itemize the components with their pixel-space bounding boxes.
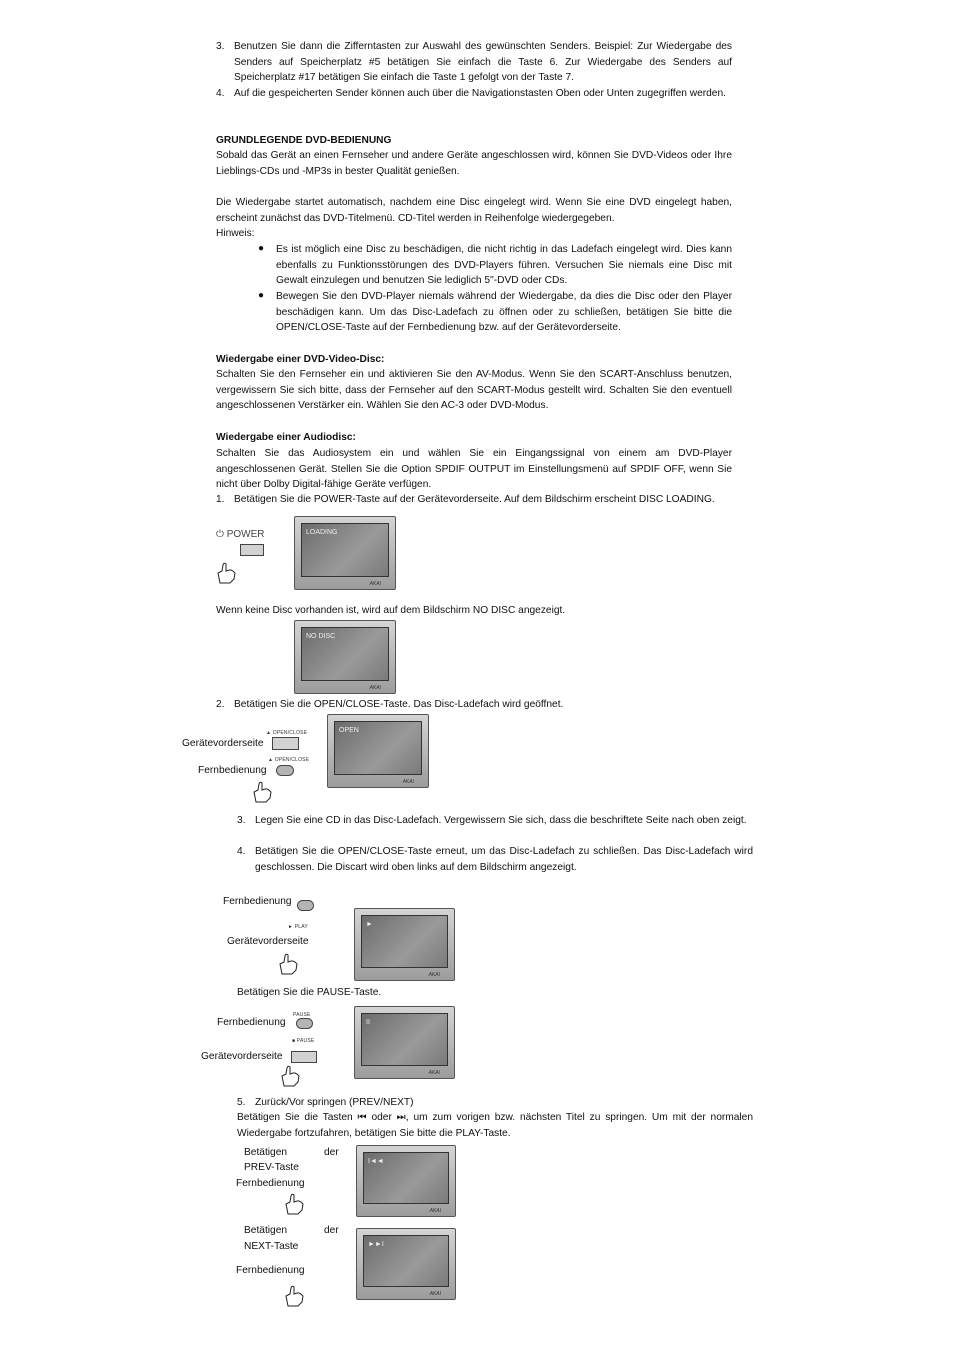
item-4 bbox=[216, 86, 732, 102]
prev-label-line3: Fernbedienung bbox=[236, 1178, 305, 1189]
bullet-icon: ● bbox=[258, 243, 265, 254]
tv-brand: AKAI bbox=[369, 685, 381, 691]
tv-display: ► bbox=[361, 915, 448, 968]
step-text: Legen Sie eine CD in das Disc-Ladefach. Vergewissern Sie sich, dass die beschriftete Seite nach oben zeigt. bbox=[255, 815, 747, 826]
hand-pointer-icon bbox=[252, 780, 274, 804]
step-number: 3. bbox=[237, 815, 246, 826]
bullet-icon: ● bbox=[258, 290, 265, 301]
prev-label-der: der bbox=[324, 1147, 339, 1158]
step-text: Betätigen Sie die POWER-Taste auf der Gerätevorderseite. Auf dem Bildschirm erscheint DISC LOADING. bbox=[234, 494, 715, 505]
tv-screen-pause bbox=[354, 1006, 455, 1079]
step-4 bbox=[237, 844, 753, 875]
hand-pointer-icon bbox=[216, 561, 238, 585]
pause-tiny-label: PAUSE bbox=[293, 1012, 311, 1018]
tv-display: OPEN bbox=[334, 721, 422, 775]
openclose-tiny-label: ▲ OPEN/CLOSE bbox=[266, 730, 308, 736]
next-label-line3: Fernbedienung bbox=[236, 1265, 305, 1276]
tv-brand: AKAI bbox=[369, 581, 381, 587]
front-pause-button[interactable] bbox=[291, 1051, 317, 1063]
tv-display: LOADING bbox=[301, 523, 389, 577]
bullet-text: Bewegen Sie den DVD-Player niemals während der Wiedergabe, da dies die Disc oder den Player beschädigen kann. Um das Disc-Ladefach zu öffnen oder zu schließen, betätigen Sie bitte die OPEN/CLOSE-Taste auf der Fernbedienung bzw. auf der Gerätevorderseite. bbox=[276, 291, 732, 334]
front-panel-label: Gerätevorderseite bbox=[227, 936, 309, 947]
step-text: Zurück/Vor springen (PREV/NEXT) bbox=[255, 1097, 414, 1108]
remote-play-button[interactable] bbox=[297, 900, 314, 911]
tv-screen-nodisc bbox=[294, 620, 396, 694]
tv-screen-next bbox=[356, 1228, 456, 1300]
tv-screen-loading bbox=[294, 516, 396, 590]
tv-display: II bbox=[361, 1013, 448, 1066]
hand-pointer-icon bbox=[278, 952, 300, 976]
paragraph: Die Wiedergabe startet automatisch, nachdem eine Disc eingelegt wird. Wenn Sie eine DVD eingelegt haben, erscheint zunächst das DVD-Titelmenü. CD-Titel werden in Reihenfolge wiedergegeben. bbox=[216, 197, 732, 224]
step-text: Betätigen Sie die OPEN/CLOSE-Taste erneut, um das Disc-Ladefach zu schließen. Das Disc-Ladefach wird geschlossen. Die Discart wird oben links auf dem Bildschirm angezeigt. bbox=[255, 846, 753, 873]
tv-brand: AKAI bbox=[429, 1208, 441, 1214]
step-3 bbox=[237, 813, 753, 829]
play-tiny-label: ► PLAY bbox=[288, 924, 308, 930]
item-3 bbox=[216, 39, 732, 86]
section-heading: GRUNDLEGENDE DVD-BEDIENUNG bbox=[216, 135, 392, 146]
section-heading: Wiedergabe einer Audiodisc: bbox=[216, 432, 356, 443]
tv-screen-open bbox=[327, 714, 429, 788]
prev-label-line2: PREV-Taste bbox=[244, 1162, 299, 1173]
hand-pointer-icon bbox=[284, 1284, 306, 1308]
prev-label-line1: Betätigen bbox=[244, 1147, 288, 1158]
power-label: ⏻ POWER bbox=[216, 529, 265, 540]
item-text: Auf die gespeicherten Sender können auch über die Navigationstasten Oben oder Unten zugegriffen werden. bbox=[234, 88, 726, 99]
step-number: 2. bbox=[216, 699, 225, 710]
openclose-tiny-label: ▲ OPEN/CLOSE bbox=[268, 757, 310, 763]
paragraph: Schalten Sie das Audiosystem ein und wählen Sie ein Eingangssignal von einem am DVD-Player angeschlossenen Gerät. Stellen Sie die Option SPDIF OUTPUT im Einstellungsmenü auf SPDIF OFF, wenn Sie nicht über Dolby Digital-fähige Geräte verfügen. bbox=[216, 448, 732, 491]
paragraph: Wenn keine Disc vorhanden ist, wird auf dem Bildschirm NO DISC angezeigt. bbox=[216, 605, 566, 616]
remote-label: Fernbedienung bbox=[223, 896, 292, 907]
tv-brand: AKAI bbox=[428, 1070, 440, 1076]
front-panel-label: Gerätevorderseite bbox=[182, 738, 264, 749]
paragraph: Betätigen Sie die PAUSE-Taste. bbox=[237, 987, 382, 998]
hand-pointer-icon bbox=[280, 1064, 302, 1088]
remote-pause-button[interactable] bbox=[296, 1018, 313, 1029]
hand-pointer-icon bbox=[284, 1192, 306, 1216]
next-label-der: der bbox=[324, 1225, 339, 1236]
step-5 bbox=[237, 1095, 753, 1111]
tv-display: I◄◄ bbox=[363, 1152, 449, 1204]
next-label-line1: Betätigen bbox=[244, 1225, 288, 1236]
remote-openclose-button[interactable] bbox=[276, 765, 294, 776]
bullet-text: Es ist möglich eine Disc zu beschädigen, die nicht richtig in das Ladefach eingelegt wird. Dies kann ebenfalls zu Funktionsstörungen des DVD-Players führen. Versuchen Sie niemals eine Disc mit Gewalt einzulegen und benutzen Sie lediglich 5"-DVD oder CDs. bbox=[276, 244, 732, 287]
step-2 bbox=[216, 697, 732, 713]
item-number: 4. bbox=[216, 88, 225, 99]
item-text: Benutzen Sie dann die Zifferntasten zur Auswahl des gewünschten Senders. Beispiel: Zur Wiedergabe des Senders auf Speicherplatz #5 betätigen Sie einfach die Taste 6. Zur Wiedergabe des Senders auf Speicherplatz #17 betätigen Sie einfach die Taste 1 gefolgt von der Taste 7. bbox=[234, 41, 732, 84]
tv-screen-play bbox=[354, 908, 455, 981]
tv-display: NO DISC bbox=[301, 627, 389, 681]
tv-screen-prev bbox=[356, 1145, 456, 1217]
step-number: 1. bbox=[216, 494, 225, 505]
step-number: 4. bbox=[237, 846, 246, 857]
remote-label: Fernbedienung bbox=[198, 765, 267, 776]
paragraph: Schalten Sie den Fernseher ein und aktivieren Sie den AV-Modus. Wenn Sie den SCART-Anschluss benutzen, vergewissern Sie sich bitte, dass der Fernseher auf den SCART-Modus gestellt wird. Schalten Sie den eventuell angeschlossenen Verstärker ein. Wählen Sie den AC-3 oder DVD-Modus. bbox=[216, 369, 732, 412]
power-icon: ⏻ bbox=[216, 529, 224, 540]
item-number: 3. bbox=[216, 41, 225, 52]
paragraph: Betätigen Sie die Tasten ⏮ oder ⏭, um zum vorigen bzw. nächsten Titel zu springen. Um mit der normalen Wiedergabe fortzufahren, betätigen Sie bitte die PLAY-Taste. bbox=[237, 1112, 753, 1139]
hint-label: Hinweis: bbox=[216, 228, 255, 239]
step-text: Betätigen Sie die OPEN/CLOSE-Taste. Das Disc-Ladefach wird geöffnet. bbox=[234, 699, 564, 710]
tv-brand: AKAI bbox=[429, 1291, 441, 1297]
remote-label: Fernbedienung bbox=[217, 1017, 286, 1028]
step-1 bbox=[216, 492, 732, 508]
front-panel-label: Gerätevorderseite bbox=[201, 1051, 283, 1062]
tv-brand: AKAI bbox=[428, 972, 440, 978]
power-button[interactable] bbox=[240, 544, 264, 556]
front-openclose-button[interactable] bbox=[272, 737, 299, 750]
step-number: 5. bbox=[237, 1097, 246, 1108]
tv-brand: AKAI bbox=[402, 779, 414, 785]
paragraph: Sobald das Gerät an einen Fernseher und andere Geräte angeschlossen wird, können Sie DVD-Videos oder Ihre Lieblings-CDs und -MP3s in bester Qualität genießen. bbox=[216, 150, 732, 177]
pause-tiny-label: ■ PAUSE bbox=[292, 1038, 315, 1044]
section-heading: Wiedergabe einer DVD-Video-Disc: bbox=[216, 354, 385, 365]
next-label-line2: NEXT-Taste bbox=[244, 1241, 299, 1252]
tv-display: ►►I bbox=[363, 1235, 449, 1287]
